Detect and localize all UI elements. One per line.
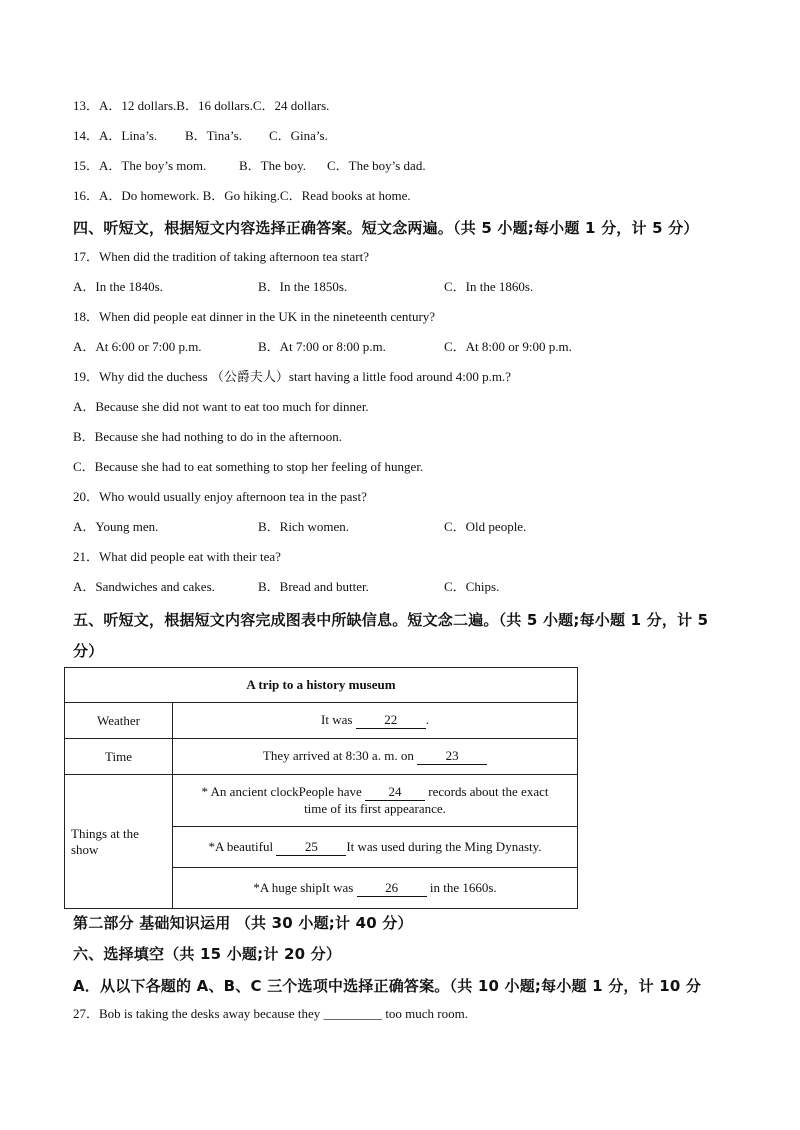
- q19-stem: 19．Why did the duchess （公爵夫人）start having a little food around 4:00 p.m.?: [73, 369, 511, 384]
- q14-option-a: 14．A．Lina’s.: [73, 128, 158, 143]
- q15-option-b: B．The boy.: [239, 158, 307, 173]
- q15-option-a: 15．A．The boy’s mom.: [73, 158, 207, 173]
- q21-option-c: C．Chips.: [444, 579, 500, 594]
- q14-option-b: B．Tina’s.: [185, 128, 242, 143]
- part-2-heading: 第二部分 基础知识运用 （共 30 小题;计 40 分）: [73, 914, 413, 932]
- beautiful-cell: [173, 827, 578, 868]
- q20-option-b: B．Rich women.: [258, 519, 349, 534]
- q19-option-b: B．Because she had nothing to do in the afternoon.: [73, 429, 342, 444]
- clock-post1: records about the exact: [428, 784, 549, 799]
- q27-pre: 27．Bob is taking the desks away because they: [73, 1006, 321, 1021]
- table-row-weather: [65, 703, 578, 739]
- weather-label: Weather: [65, 703, 173, 739]
- question-27: [73, 1006, 468, 1022]
- q14-option-c: C．Gina’s.: [269, 128, 328, 143]
- q21-stem: 21．What did people eat with their tea?: [73, 549, 281, 564]
- q19-option-c: C．Because she had to eat something to stop her feeling of hunger.: [73, 459, 424, 474]
- blank-24[interactable]: 24: [365, 784, 425, 801]
- blank-22[interactable]: 22: [356, 712, 426, 729]
- info-table: [64, 667, 578, 909]
- q18-option-b: B．At 7:00 or 8:00 p.m.: [258, 339, 386, 354]
- q19-option-a: A．Because she did not want to eat too much for dinner.: [73, 399, 369, 414]
- table-title-row: [65, 668, 578, 703]
- ship-post: in the 1660s.: [429, 879, 497, 895]
- q18-option-a: A．At 6:00 or 7:00 p.m.: [73, 339, 202, 354]
- q20-option-a: A．Young men.: [73, 519, 159, 534]
- time-label: Time: [65, 739, 173, 775]
- section-5-line2: 分）: [73, 642, 104, 660]
- blank-25[interactable]: 25: [276, 839, 346, 856]
- clock-post2: time of its first appearance.: [304, 801, 446, 816]
- beautiful-post: It was used during the Ming Dynasty.: [346, 838, 542, 854]
- q21-option-a: A．Sandwiches and cakes.: [73, 579, 215, 594]
- q15-option-c: C．The boy’s dad.: [327, 158, 426, 173]
- q21-option-b: B．Bread and butter.: [258, 579, 369, 594]
- q27-blank[interactable]: _________: [323, 1006, 383, 1021]
- blank-23[interactable]: 23: [417, 748, 487, 765]
- question-16: 16．A．Do homework. B．Go hiking.C．Read books at home.: [73, 188, 411, 203]
- time-cell: [173, 739, 578, 775]
- section-4-heading: 四、听短文，根据短文内容选择正确答案。短文念两遍。（共 5 小题;每小题 1 分，计 5 分）: [73, 219, 699, 237]
- clock-pre: * An ancient clockPeople have: [201, 784, 362, 799]
- ship-cell: [173, 868, 578, 909]
- q18-stem: 18．When did people eat dinner in the UK in the nineteenth century?: [73, 309, 436, 324]
- q27-post: too much room.: [385, 1006, 468, 1021]
- time-pre: They arrived at 8:30 a. m. on: [262, 748, 414, 763]
- beautiful-pre: *A beautiful: [208, 838, 274, 854]
- q20-option-c: C．Old people.: [444, 519, 527, 534]
- table-row-time: [65, 739, 578, 775]
- blank-26[interactable]: 26: [357, 880, 427, 897]
- table-row-clock: [65, 775, 578, 827]
- things-label: Things at the show: [65, 775, 173, 909]
- q20-stem: 20．Who would usually enjoy afternoon tea in the past?: [73, 489, 367, 504]
- question-13: 13．A．12 dollars.B．16 dollars.C．24 dollars.: [73, 98, 330, 113]
- section-6-heading: 六、选择填空（共 15 小题;计 20 分）: [73, 945, 342, 963]
- q17-option-c: C．In the 1860s.: [444, 279, 534, 294]
- section-5-line1: 五、听短文，根据短文内容完成图表中所缺信息。短文念二遍。（共 5 小题;每小题 1 分，计 5: [73, 611, 709, 629]
- weather-pre: It was: [321, 712, 353, 727]
- q17-stem: 17．When did the tradition of taking afternoon tea start?: [73, 249, 370, 264]
- weather-cell: [173, 703, 578, 739]
- table-title: A trip to a history museum: [65, 668, 578, 703]
- q17-option-a: A．In the 1840s.: [73, 279, 163, 294]
- q18-option-c: C．At 8:00 or 9:00 p.m.: [444, 339, 572, 354]
- weather-post: .: [425, 712, 429, 727]
- section-a-heading: A．从以下各题的 A、B、C 三个选项中选择正确答案。（共 10 小题;每小题 1 分，计 10 分: [73, 977, 702, 995]
- clock-cell: [173, 775, 578, 827]
- q17-option-b: B．In the 1850s.: [258, 279, 348, 294]
- ship-pre: *A huge shipIt was: [253, 879, 354, 895]
